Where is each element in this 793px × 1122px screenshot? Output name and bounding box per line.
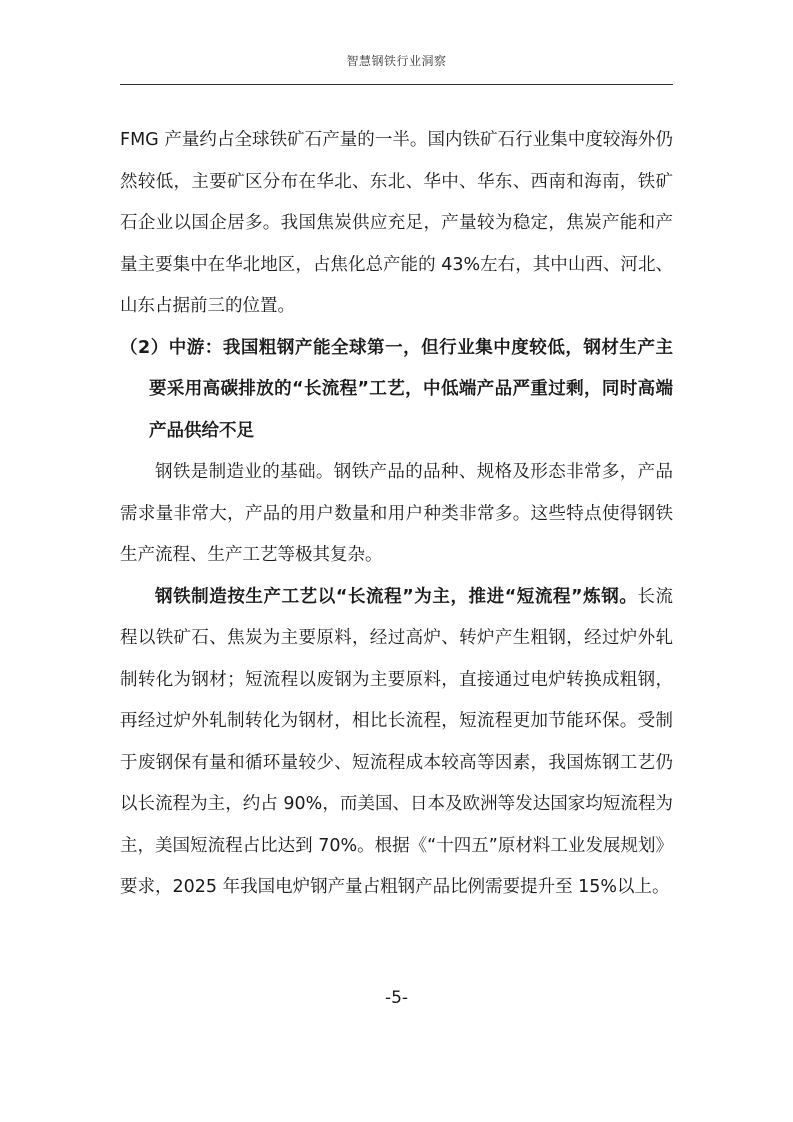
paragraph-lead-sentence: 钢铁制造按生产工艺以“长流程”为主，推进“短流程”炼钢。 [155, 586, 638, 607]
page-number: -5- [384, 988, 409, 1008]
header-divider [120, 84, 673, 85]
section-heading-midstream: （2）中游：我国粗钢产能全球第一，但行业集中度较低，钢材生产主要采用高碳排放的“长流程”工艺，中低端产品严重过剩，同时高端产品供给不足 [120, 337, 673, 441]
paragraph-process [120, 577, 673, 909]
document-body [120, 120, 673, 909]
running-header: 智慧钢铁行业洞察 [346, 54, 447, 68]
paragraph-iron-ore: FMG 产量约占全球铁矿石产量的一半。国内铁矿石行业集中度较海外仍然较低，主要矿区分布在华北、东北、华中、华东、西南和海南，铁矿石企业以国企居多。我国焦炭供应充足，产量较为稳定，焦炭产能和产量主要集中在华北地区，占焦化总产能的 43%左右，其中山西、河北、山东占据前三的位置。 [120, 130, 673, 316]
paragraph-steel-basics: 钢铁是制造业的基础。钢铁产品的品种、规格及形态非常多，产品需求量非常大，产品的用户数量和用户种类非常多。这些特点使得钢铁生产流程、生产工艺等极其复杂。 [120, 462, 673, 565]
paragraph-process-body: 长流程以铁矿石、焦炭为主要原料，经过高炉、转炉产生粗钢，经过炉外轧制转化为钢材；短流程以废钢为主要原料，直接通过电炉转换成粗钢，再经过炉外轧制转化为钢材，相比长流程，短流程更加节能环保。受制于废钢保有量和循环量较少、短流程成本较高等因素，我国炼钢工艺仍以长流程为主，约占 90%，而美国、日本及欧洲等发达国家均短流程为主，美国短流程占比达到 70%。根据《“十四五”原材料工业发展规划》要求，2025 年我国电炉钢产量占粗钢产品比例需要提升至 15%以上。 [120, 586, 673, 897]
